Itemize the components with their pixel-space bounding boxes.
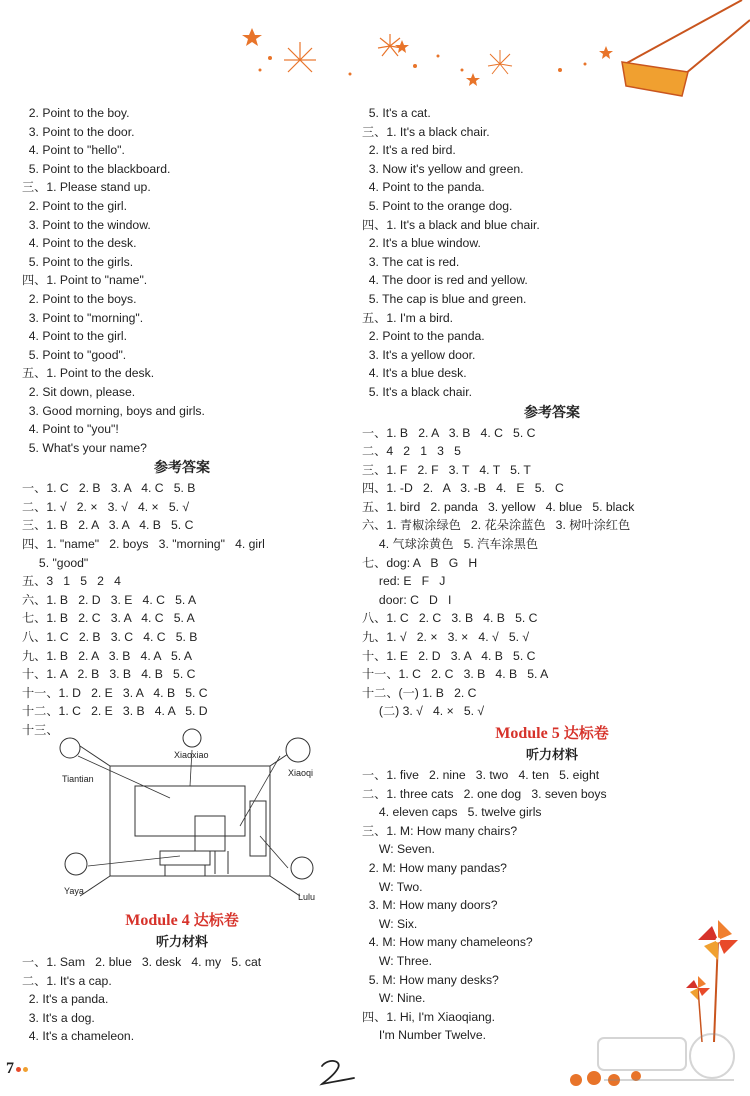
classroom-matching-illustration xyxy=(40,726,330,906)
text-line: 5. M: How many desks? xyxy=(362,972,499,987)
text-line: 5. Point to the orange dog. xyxy=(362,198,513,213)
label-yaya: Yaya xyxy=(64,886,84,896)
text-line: 三、1. Please stand up. xyxy=(22,180,151,195)
text-line: 5. It's a black chair. xyxy=(362,384,473,399)
rabbit-icon xyxy=(60,738,80,758)
text-line: 2. M: How many pandas? xyxy=(362,860,507,875)
top-decoration xyxy=(230,0,750,100)
label-lulu: Lulu xyxy=(298,892,316,902)
text-line: 2. Point to the girl. xyxy=(22,198,128,213)
text-line: 三、1. It's a black chair. xyxy=(362,124,490,139)
text-line: W: Two. xyxy=(362,879,423,894)
listening-script-continued xyxy=(22,104,342,457)
text-line: I'm Number Twelve. xyxy=(362,1028,487,1043)
text-line: 5. Point to "good". xyxy=(22,347,127,362)
listening-heading: 听力材料 xyxy=(525,748,578,763)
text-line: W: Seven. xyxy=(362,842,435,857)
text-line: 3. It's a yellow door. xyxy=(362,347,476,362)
answer-line: 十一、1. C 2. C 3. B 4. B 5. A xyxy=(362,667,549,682)
text-line: 4. Point to the panda. xyxy=(362,180,485,195)
star-icon xyxy=(599,46,613,59)
text-line: 3. Point to the door. xyxy=(22,124,135,139)
text-line: 四、1. Hi, I'm Xiaoqiang. xyxy=(362,1009,496,1024)
firework-icon xyxy=(284,42,316,72)
answer-line: 七、1. B 2. C 3. A 4. C 5. A xyxy=(22,611,195,626)
module4-section xyxy=(22,908,342,1046)
listening-heading: 听力材料 xyxy=(155,935,208,950)
text-line: 2. It's a red bird. xyxy=(362,143,456,158)
text-line: 5. The cap is blue and green. xyxy=(362,291,527,306)
text-line: 四、1. Point to "name". xyxy=(22,273,148,288)
label-xiaoqi: Xiaoqi xyxy=(288,768,314,778)
text-line: 5. It's a cat. xyxy=(362,106,431,120)
answer-line: 十三、 xyxy=(22,723,59,737)
star-icon xyxy=(466,73,480,86)
answer-line: 五、1. bird 2. panda 3. yellow 4. blue 5. black xyxy=(362,499,635,514)
page-number-text: 7 xyxy=(6,1060,14,1077)
text-line: 2. Sit down, please. xyxy=(22,384,136,399)
answer-line: 四、1. "name" 2. boys 3. "morning" 4. girl xyxy=(22,537,265,552)
animal-icon xyxy=(570,1074,582,1086)
answer-line: 十二、(一) 1. B 2. C xyxy=(362,685,477,700)
answer-line: 十二、1. C 2. E 3. B 4. A 5. D xyxy=(22,704,208,719)
text-line: 4. Point to the girl. xyxy=(22,329,128,344)
module4-title-en: Module 4 xyxy=(125,912,190,929)
answer-line: 九、1. √ 2. × 3. × 4. √ 5. √ xyxy=(362,630,530,645)
text-line: 4. It's a blue desk. xyxy=(362,366,467,381)
text-line: 3. Good morning, boys and girls. xyxy=(22,403,205,418)
answer-line: 三、1. B 2. A 3. A 4. B 5. C xyxy=(22,518,194,533)
answer-line: 一、1. C 2. B 3. A 4. C 5. B xyxy=(22,481,196,496)
text-line: 3. Now it's yellow and green. xyxy=(362,161,524,176)
answer-line: 八、1. C 2. C 3. B 4. B 5. C xyxy=(362,611,538,626)
text-line: 3. Point to "morning". xyxy=(22,310,144,325)
duck-icon xyxy=(65,853,87,875)
text-line: 2. Point to the panda. xyxy=(362,329,485,344)
text-line: 二、1. three cats 2. one dog 3. seven boys xyxy=(362,786,607,801)
watermark-logo xyxy=(594,1030,744,1090)
answer-line: 一、1. B 2. A 3. B 4. C 5. C xyxy=(362,425,536,440)
answer-line: (二) 3. √ 4. × 5. √ xyxy=(362,704,485,719)
star-icon xyxy=(242,28,262,46)
text-line: 五、1. I'm a bird. xyxy=(362,310,454,325)
label-xiaoxiao: Xiaoxiao xyxy=(174,750,209,760)
left-column xyxy=(22,104,342,740)
answer-line: 十、1. A 2. B 3. B 4. B 5. C xyxy=(22,667,196,682)
module5-title-en: Module 5 xyxy=(495,725,560,742)
answer-line: 5. "good" xyxy=(22,555,89,570)
module5-title xyxy=(362,721,742,746)
module4-title xyxy=(22,908,342,933)
text-line: 4. Point to "you"! xyxy=(22,422,119,437)
text-line: 一、1. five 2. nine 3. two 4. ten 5. eight xyxy=(362,768,600,782)
text-line: 3. The cat is red. xyxy=(362,254,460,269)
text-line: 3. M: How many doors? xyxy=(362,898,498,913)
answer-key xyxy=(22,479,342,739)
text-line: 四、1. It's a black and blue chair. xyxy=(362,217,540,232)
answer-line: door: C D I xyxy=(362,592,452,607)
text-line: 4. Point to "hello". xyxy=(22,143,125,158)
text-line: 5. What's your name? xyxy=(22,440,147,455)
module5-title-cn: 达标卷 xyxy=(563,724,609,742)
text-line: 4. eleven caps 5. twelve girls xyxy=(362,805,542,820)
answers-heading: 参考答案 xyxy=(524,404,580,421)
text-line: 三、1. M: How many chairs? xyxy=(362,823,518,838)
text-line: 4. Point to the desk. xyxy=(22,236,137,251)
text-line: W: Six. xyxy=(362,916,418,931)
handwritten-mark xyxy=(318,1058,358,1088)
firework-icon xyxy=(488,50,512,74)
text-line: 2. It's a panda. xyxy=(22,992,109,1007)
text-line: 4. The door is red and yellow. xyxy=(362,273,528,288)
answer-line: 二、1. √ 2. × 3. √ 4. × 5. √ xyxy=(22,499,190,514)
text-line: 4. It's a chameleon. xyxy=(22,1029,135,1044)
text-line: 2. Point to the boys. xyxy=(22,291,137,306)
right-column xyxy=(362,104,742,1045)
answer-line: 十、1. E 2. D 3. A 4. B 5. C xyxy=(362,648,536,663)
text-line: 5. Point to the blackboard. xyxy=(22,161,171,176)
answer-line: 四、1. -D 2. A 3. -B 4. E 5. C xyxy=(362,481,564,496)
module4-title-cn: 达标卷 xyxy=(193,911,239,929)
dog-icon xyxy=(286,738,310,762)
answer-line: 五、3 1 5 2 4 xyxy=(22,574,121,589)
answer-key xyxy=(362,424,742,722)
text-line: 2. It's a blue window. xyxy=(362,236,481,251)
text-line: 3. Point to the window. xyxy=(22,217,151,232)
answer-line: 三、1. F 2. F 3. T 4. T 5. T xyxy=(362,462,531,477)
answer-line: 六、1. 青椒涂绿色 2. 花朵涂蓝色 3. 树叶涂红色 xyxy=(362,518,631,533)
answer-line: 八、1. C 2. B 3. C 4. C 5. B xyxy=(22,630,198,645)
swing-icon xyxy=(622,0,750,96)
text-line: 2. Point to the boy. xyxy=(22,106,130,120)
listening-script-continued xyxy=(362,104,742,402)
text-line: 一、1. Sam 2. blue 3. desk 4. my 5. cat xyxy=(22,955,262,969)
text-line: 4. M: How many chameleons? xyxy=(362,935,533,950)
answer-line: 九、1. B 2. A 3. B 4. A 5. A xyxy=(22,648,193,663)
dot-icon xyxy=(23,1067,28,1072)
text-line: 二、1. It's a cap. xyxy=(22,973,112,988)
text-line: 5. Point to the girls. xyxy=(22,254,134,269)
text-line: W: Nine. xyxy=(362,991,426,1006)
text-line: W: Three. xyxy=(362,953,432,968)
dot-icon xyxy=(16,1067,21,1072)
deer-icon xyxy=(291,857,313,879)
text-line: 3. It's a dog. xyxy=(22,1010,95,1025)
answer-line: 六、1. B 2. D 3. E 4. C 5. A xyxy=(22,592,197,607)
page-number xyxy=(6,1060,28,1078)
answer-line: red: E F J xyxy=(362,574,446,589)
answer-line: 十一、1. D 2. E 3. A 4. B 5. C xyxy=(22,685,208,700)
cat-icon xyxy=(183,729,201,747)
label-tiantian: Tiantian xyxy=(62,774,94,784)
answer-line: 4. 气球涂黄色 5. 汽车涂黑色 xyxy=(362,537,539,552)
answers-heading: 参考答案 xyxy=(154,460,210,477)
answer-line: 七、dog: A B G H xyxy=(362,555,478,570)
answer-line: 二、4 2 1 3 5 xyxy=(362,444,461,459)
pinwheel-icon xyxy=(698,920,738,1042)
star-icon xyxy=(395,40,409,53)
text-line: 五、1. Point to the desk. xyxy=(22,366,155,381)
pinwheel-decoration xyxy=(684,914,748,1044)
